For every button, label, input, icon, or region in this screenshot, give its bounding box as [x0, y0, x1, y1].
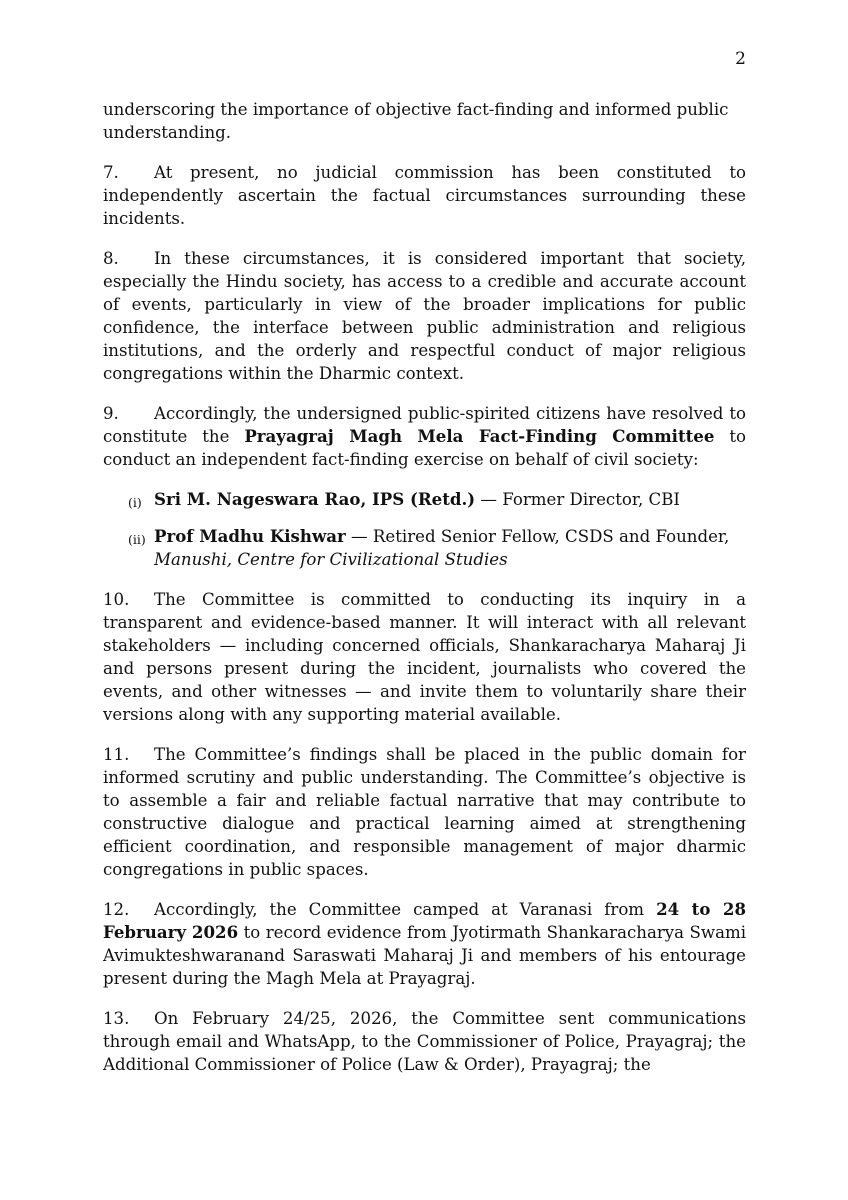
- paragraph-7: [103, 161, 746, 230]
- paragraph-number: 10.: [103, 590, 130, 609]
- lead-paragraph: underscoring the importance of objective fact-finding and informed public understanding.: [103, 100, 729, 142]
- paragraph-number: 12.: [103, 900, 130, 919]
- paragraph-text: to conduct an independent fact-finding exercise on behalf of civil society:: [103, 427, 746, 469]
- paragraph-12: [103, 898, 746, 990]
- paragraph-number: 8.: [103, 249, 119, 268]
- paragraph-text: In these circumstances, it is considered important that society, especially the Hindu society, has access to a credible and accurate account of events, particularly in view of the broader implications for public confidence, the interface between public administration and religious institutions, and the orderly and respectful conduct of major religious congregations within the Dharmic context.: [103, 249, 746, 383]
- paragraph-13: [103, 1007, 746, 1076]
- list-marker: (i): [128, 495, 142, 510]
- committee-name: Prayagraj Magh Mela Fact-Finding Committee: [244, 426, 715, 446]
- document-body: [103, 98, 746, 1093]
- paragraph-text: Accordingly, the Committee camped at Varanasi from: [154, 900, 645, 919]
- paragraph-8: [103, 247, 746, 385]
- member-role: — Retired Senior Fellow, CSDS and Founder,: [351, 527, 730, 546]
- paragraph-9: [103, 402, 746, 471]
- camp-dates: 24 to 28 February 2026: [103, 899, 746, 942]
- paragraph-text: At present, no judicial commission has been constituted to independently ascertain the factual circumstances surrounding these incidents.: [103, 163, 746, 228]
- member-affiliation: Manushi, Centre for Civilizational Studies: [154, 550, 508, 569]
- paragraph-text: The Committee’s findings shall be placed in the public domain for informed scrutiny and public understanding. The Committee’s objective is to assemble a fair and reliable factual narrative that may contribute to constructive dialogue and practical learning aimed at strengthening efficient coordination, and responsible management of major dharmic congregations in public spaces.: [103, 745, 746, 879]
- paragraph-number: 7.: [103, 163, 119, 182]
- list-marker: (ii): [128, 532, 146, 547]
- member-name: Prof Madhu Kishwar: [154, 526, 346, 546]
- page-number: 2: [735, 49, 746, 69]
- paragraph-number: 13.: [103, 1009, 130, 1028]
- paragraph-text: On February 24/25, 2026, the Committee sent communications through email and WhatsApp, to the Commissioner of Police, Prayagraj; the Additional Commissioner of Police (Law & Order), Prayagraj; the: [103, 1009, 746, 1074]
- paragraph-text: to record evidence from Jyotirmath Shankaracharya Swami Avimukteshwaranand Saraswati Maharaj Ji and members of his entourage present during the Magh Mela at Prayagraj.: [103, 923, 747, 988]
- member-name: Sri M. Nageswara Rao, IPS (Retd.): [154, 489, 476, 509]
- paragraph-11: [103, 743, 746, 881]
- paragraph-10: [103, 588, 746, 726]
- paragraph-text: Accordingly, the undersigned public-spirited citizens have resolved to constitute the: [103, 404, 746, 446]
- paragraph-number: 9.: [103, 404, 119, 423]
- member-item: [103, 525, 814, 571]
- member-role: — Former Director, CBI: [480, 490, 680, 509]
- paragraph-text: The Committee is committed to conducting its inquiry in a transparent and evidence-based manner. It will interact with all relevant stakeholders — including concerned officials, Shankaracharya Maharaj Ji and persons present during the incident, journalists who covered the events, and other witnesses — and invite them to voluntarily share their versions along with any supporting material available.: [103, 590, 746, 724]
- paragraph-number: 11.: [103, 745, 130, 764]
- member-item: [103, 488, 814, 511]
